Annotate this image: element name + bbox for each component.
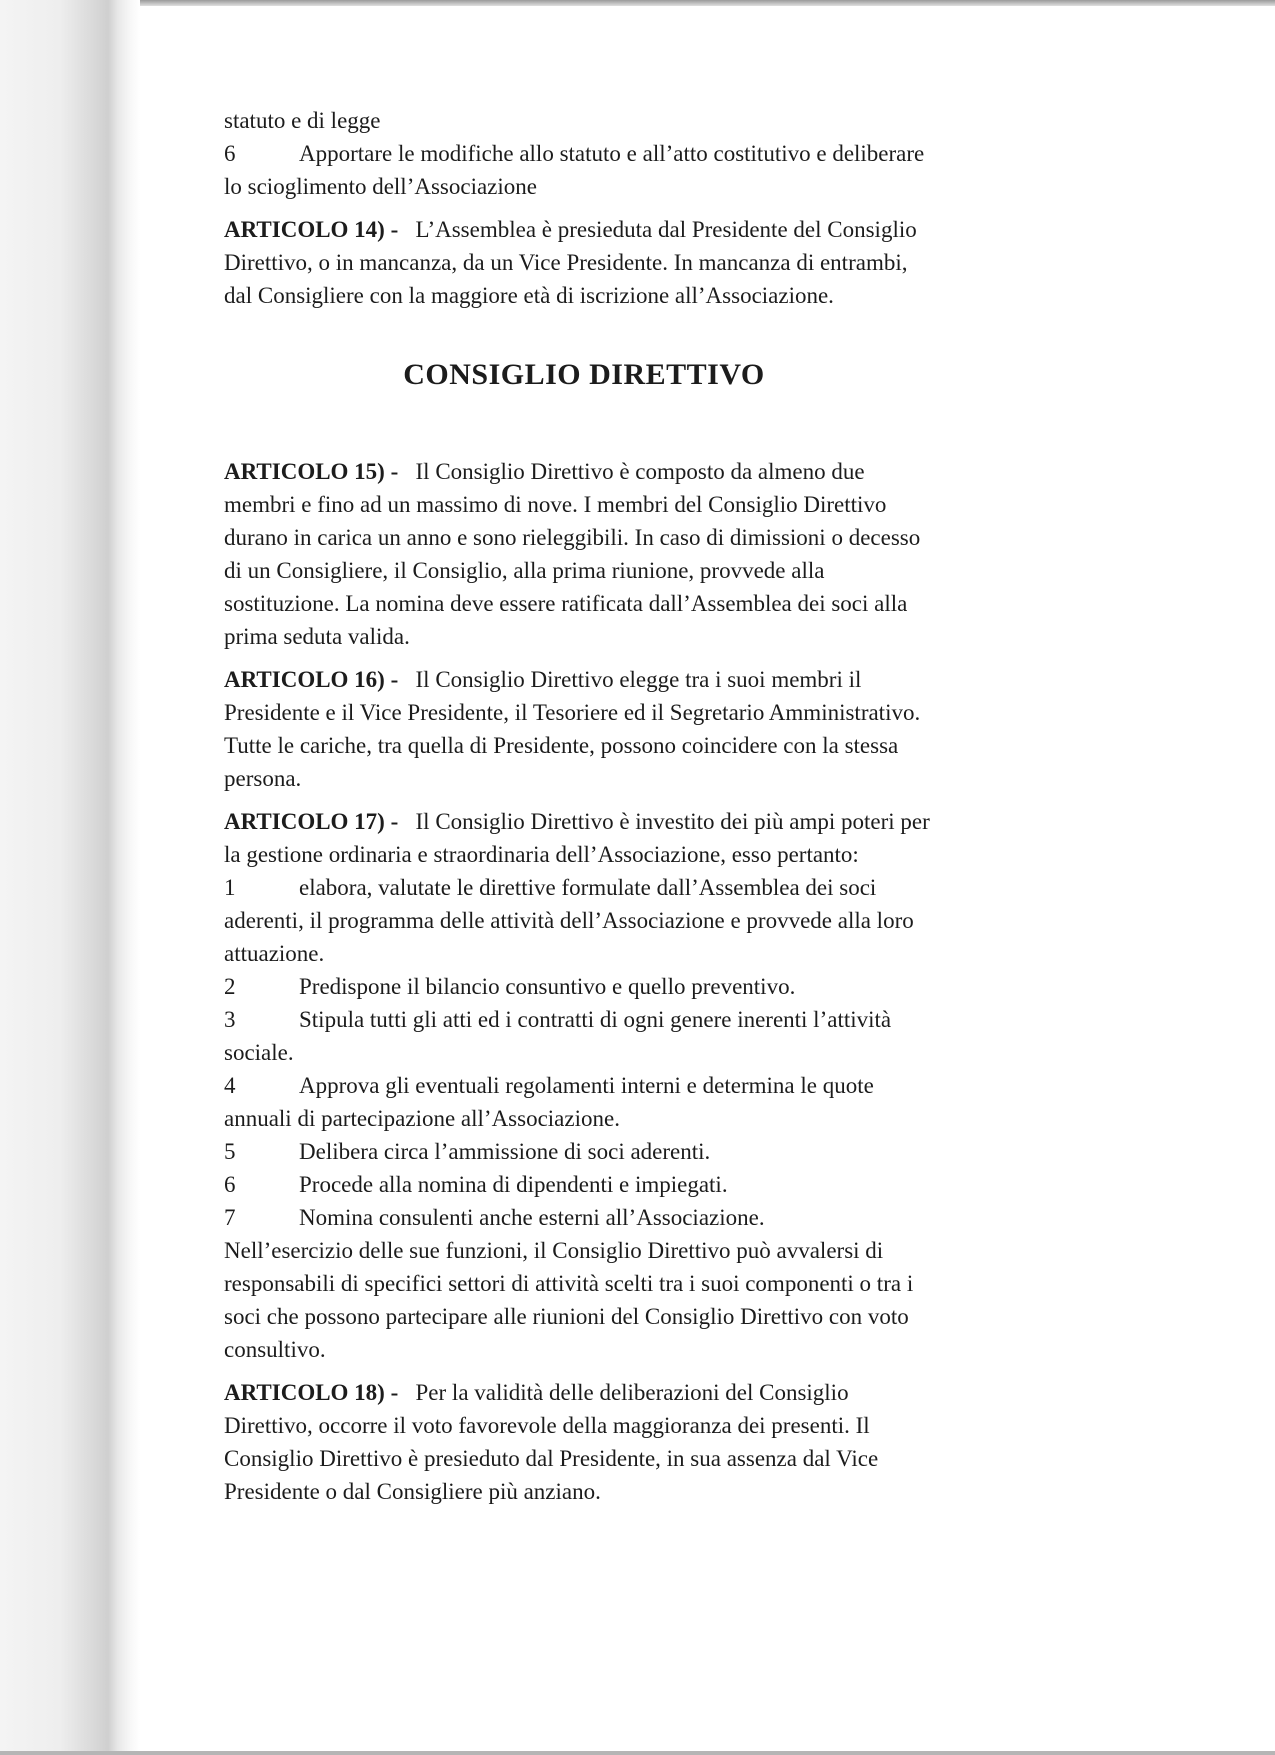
list-item — [224, 1168, 934, 1201]
list-item-text: Stipula tutti gli atti ed i contratti di ogni genere inerenti l’attività sociale. — [224, 1007, 892, 1065]
article-15-label: ARTICOLO 15) - — [224, 459, 399, 484]
article-17-closing: Nell’esercizio delle sue funzioni, il Consiglio Direttivo può avvalersi di responsabili di specifici settori di attività scelti tra i suoi componenti o tra i soci che possono partecipare alle riunioni del Consiglio Direttivo con voto consultivo. — [224, 1238, 914, 1362]
article-18-text: Per la validità delle deliberazioni del Consiglio Direttivo, occorre il voto favorevole della maggioranza dei presenti. Il Consiglio Direttivo è presieduto dal Presidente, in sua assenza dal Vice Presidente o dal Consigliere più anziano. — [224, 1380, 879, 1504]
list-item-number: 3 — [224, 1007, 236, 1032]
list-item — [224, 1069, 934, 1135]
list-item-text: elabora, valutate le direttive formulate dall’Assemblea dei soci aderenti, il programma delle attività dell’Associazione e provvede alla loro attuazione. — [224, 875, 914, 966]
list-item-text: Approva gli eventuali regolamenti interni e determina le quote annuali di partecipazione all’Associazione. — [224, 1073, 874, 1131]
article-15 — [224, 455, 934, 653]
scan-top-edge — [0, 0, 1275, 6]
article-15-text: Il Consiglio Direttivo è composto da almeno due membri e fino ad un massimo di nove. I membri del Consiglio Direttivo durano in carica un anno e sono rieleggibili. In caso di dimissioni o decesso di un Consigliere, il Consiglio, alla prima riunione, provvede alla sostituzione. La nomina deve essere ratificata dall’Assemblea dei soci alla prima seduta valida. — [224, 459, 921, 649]
scan-bottom-edge — [0, 1751, 1275, 1755]
list-item-number: 1 — [224, 875, 236, 900]
list-item — [224, 1201, 934, 1234]
binding-shadow — [0, 0, 140, 1755]
list-item-number: 6 — [224, 1172, 236, 1197]
list-item-text: Delibera circa l’ammissione di soci aderenti. — [299, 1139, 711, 1164]
list-item-text: Nomina consulenti anche esterni all’Associazione. — [299, 1205, 765, 1230]
article-14-text: L’Assemblea è presieduta dal Presidente del Consiglio Direttivo, o in mancanza, da un Vice Presidente. In mancanza di entrambi, dal Consigliere con la maggiore età di iscrizione all’Associazione. — [224, 217, 917, 308]
document-page — [224, 104, 934, 1508]
list-item-text: Predispone il bilancio consuntivo e quello preventivo. — [299, 974, 796, 999]
section-title: CONSIGLIO DIRETTIVO — [403, 358, 765, 391]
article-18 — [224, 1376, 934, 1508]
list-item-6 — [224, 137, 934, 203]
list-item-number: 5 — [224, 1139, 236, 1164]
article-14-label: ARTICOLO 14) - — [224, 217, 399, 242]
list-item — [224, 1135, 934, 1168]
list-item-number: 2 — [224, 974, 236, 999]
list-item-number: 4 — [224, 1073, 236, 1098]
list-item — [224, 871, 934, 970]
article-16-label: ARTICOLO 16) - — [224, 667, 399, 692]
list-item-number: 7 — [224, 1205, 236, 1230]
article-14 — [224, 213, 934, 312]
article-17 — [224, 805, 934, 871]
list-item — [224, 970, 934, 1003]
article-17-text: Il Consiglio Direttivo è investito dei più ampi poteri per la gestione ordinaria e straordinaria dell’Associazione, esso pertanto: — [224, 809, 930, 867]
article-17-label: ARTICOLO 17) - — [224, 809, 399, 834]
list-item — [224, 1003, 934, 1069]
article-16 — [224, 663, 934, 795]
article-18-label: ARTICOLO 18) - — [224, 1380, 399, 1405]
list-item-text: Apportare le modifiche allo statuto e all’atto costitutivo e deliberare lo scioglimento dell’Associazione — [224, 141, 925, 199]
list-item-text: Procede alla nomina di dipendenti e impiegati. — [299, 1172, 728, 1197]
continuation-line: statuto e di legge — [224, 108, 381, 133]
article-16-text: Il Consiglio Direttivo elegge tra i suoi membri il Presidente e il Vice Presidente, il Tesoriere ed il Segretario Amministrativo. Tutte le cariche, tra quella di Presidente, possono coincidere con la stessa persona. — [224, 667, 921, 791]
list-item-number: 6 — [224, 141, 236, 166]
